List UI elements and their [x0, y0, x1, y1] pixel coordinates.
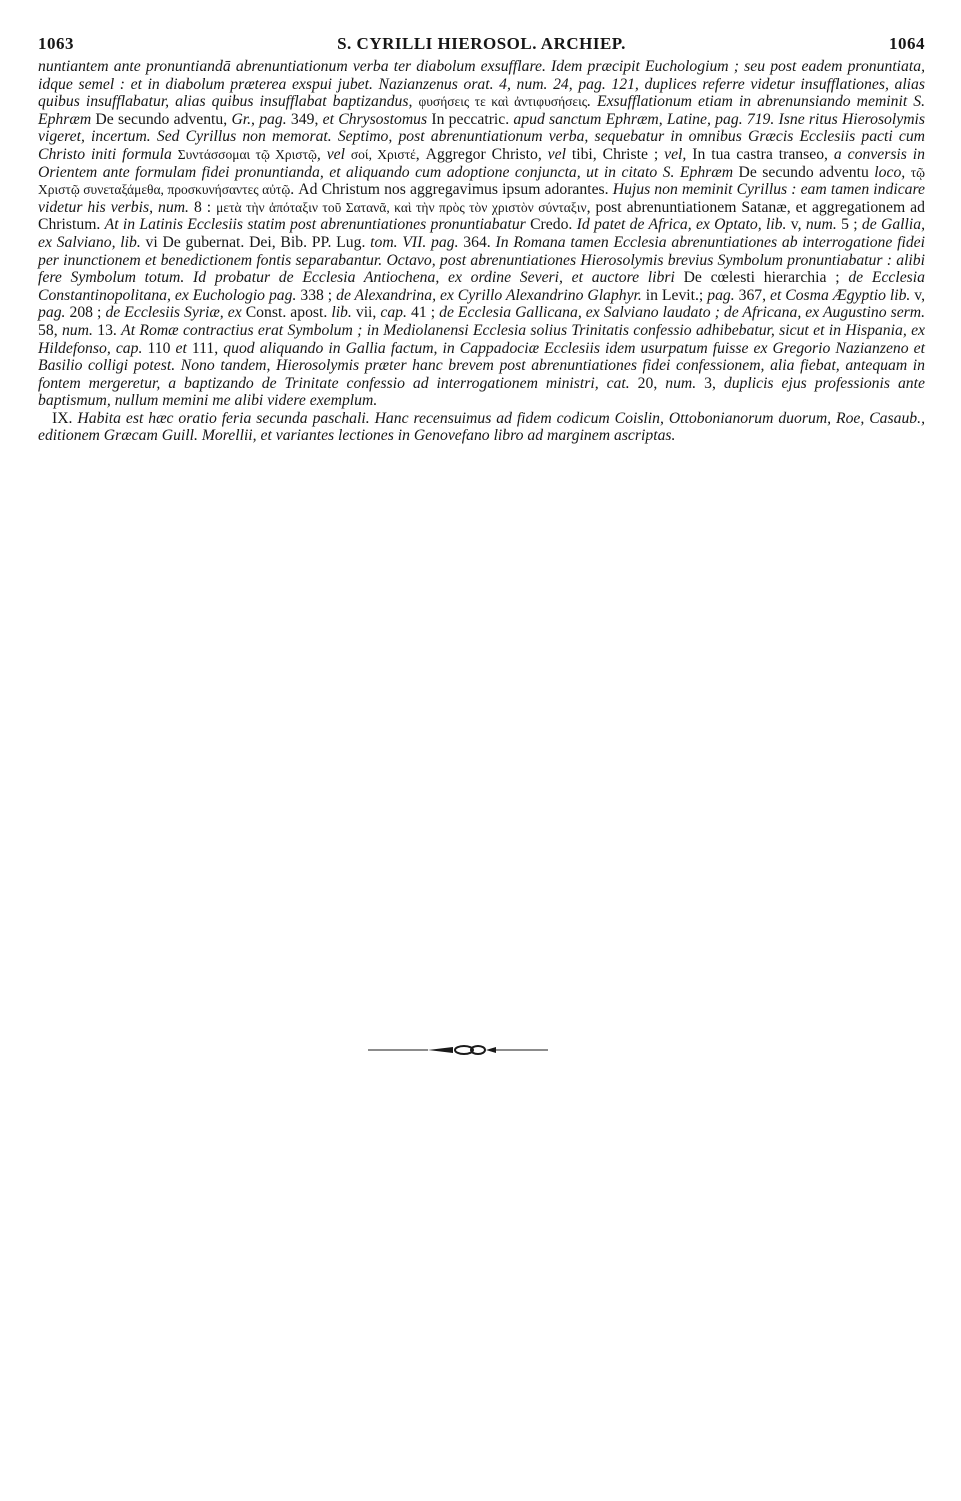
italic-text: lib. [331, 304, 356, 322]
italic-text: quod aliquando in Gallia factum, in Cappadociæ Ecclesiis idem usurpatum fuisse ex Gregorio Nazianzeno et Basilio colligi potest. Nono tandem, Hierosolymis præter hanc brevem post abrenuntiationes fidei confessionem, alia fiebat, antequam in fontem mergeretur, a baptizando de Trinitate confessio ad interrogationem ministri, cat. [38, 339, 926, 392]
italic-text: num. [805, 216, 842, 234]
italic-text: num. [61, 321, 98, 339]
roman-text: 208 ; [69, 304, 106, 322]
roman-text: 41 ; [410, 304, 440, 322]
italic-text: Hujus non meminit Cyrillus : eam tamen indicare videtur his verbis, num. [38, 181, 925, 216]
roman-text: Const. apost. [245, 304, 332, 322]
italic-text: et Cosma Ægyptio lib. [770, 286, 915, 304]
italic-text: Id patet de Africa, ex Optato, lib. [576, 216, 791, 234]
italic-text: de Ecclesia Gallicana, ex Salviano laudato ; de Africana, ex Augustino serm. [439, 304, 926, 322]
greek-text: τῷ Χριστῷ συνεταξάμεθα, προσκυνήσαντες αὐτῷ [38, 164, 926, 198]
roman-text: 5 ; [841, 216, 862, 234]
tailpiece-ornament [368, 1042, 548, 1058]
italic-text: a conversis in Orientem ante formulam fidei pronuntianda, et aliquando cum adoptione conjuncta, ut in citato S. Ephræm [38, 145, 925, 181]
italic-text: vel [547, 145, 572, 163]
body-text [38, 58, 925, 445]
italic-text: cap. [380, 304, 411, 322]
roman-text: 13. [97, 321, 122, 339]
roman-text: v, [790, 216, 806, 234]
roman-text: . Ad Christum nos aggregavimus ipsum adorantes. [290, 181, 613, 199]
roman-text: 349, [290, 110, 323, 128]
roman-text: De secundo adventu [738, 163, 875, 181]
running-head [38, 34, 925, 54]
roman-text: In peccatric. [431, 110, 514, 128]
italic-text: et Chrysostomus [322, 110, 432, 128]
italic-text: At Romæ contractius erat Symbolum ; in Mediolanensi Ecclesia solius Trinitatis confessio adhibebatur, sicut et in Hispania, ex Hildefonso, cap. [38, 321, 925, 357]
roman-text: 338 ; [300, 286, 337, 304]
roman-text: 58, [38, 321, 62, 339]
roman-text: 3, [704, 374, 724, 392]
greek-text: φυσήσεις τε καὶ ἀντιφυσήσεις [418, 94, 588, 110]
italic-text: At in Latinis Ecclesiis statim post abrenuntiationes pronuntiabatur [104, 216, 531, 234]
roman-text: 20, [637, 374, 666, 392]
roman-text: IX. [52, 409, 78, 427]
italic-text: num. [665, 374, 705, 392]
page-number-right: 1064 [888, 34, 925, 53]
italic-text: duplicis ejus professionis ante baptismum, nullum memini me alibi videre exemplum. [38, 374, 925, 410]
roman-text: vii, [355, 304, 381, 322]
italic-text: In Romana tamen Ecclesia abrenuntiationes ab interrogatione fidei per inunctionem et benedictionem fontis separabantur. Octavo, post abrenuntiationes Hierosolymis brevius Symbolum pronuntiabatur : alibi fere Symbolum totum. Id probatur de Ecclesia Antiochena, ex ordine Severi, et auctore libri [38, 233, 925, 287]
italic-text: pag. [38, 304, 70, 322]
roman-text: 111, [191, 339, 224, 357]
greek-text: μετὰ τὴν ἀπόταξιν τοῦ Σατανᾶ, καὶ τὴν πρὸς τὸν χριστὸν σύνταξιν [216, 199, 587, 215]
greek-text: σοί, Χριστέ [350, 146, 416, 162]
roman-text: in Levit.; [645, 286, 708, 304]
roman-text: tibi, Christe ; [571, 145, 665, 163]
italic-text: de Alexandrina, ex Cyrillo Alexandrino Glaphyr. [336, 286, 646, 304]
page-number-left: 1063 [38, 34, 74, 53]
roman-text: 110 [147, 339, 176, 357]
roman-text: Credo. [530, 216, 577, 234]
roman-text: , Aggregor Christo, [415, 145, 548, 163]
italic-text: loco, [874, 163, 911, 181]
italic-text: tom. VII. pag. [370, 233, 464, 251]
italic-text: apud sanctum Ephræm, Latine, pag. 719. Isne ritus Hierosolymis vigeret, incertum. Sed Cyrillus non memorat. Septimo, post abrenuntiationum verba, sequebatur in omnibus Græcis Ecclesiis pacti cum Christo initi formula [38, 110, 926, 163]
roman-text: De cœlesti hierarchia ; [683, 269, 849, 287]
italic-text: nuntiantem ante pronuntiandā abrenuntiationum verba ter diabolum exsufflare. Idem præcipit Euchologium ; seu post eadem pronuntiata, idque semel : et in diabolum præterea exspui jubet. Nazianzenus orat. 4, num. 24, pag. 121, duplices referre videtur insufflationes, alias quibus insufflabatur, alias quibus insufflabat baptizandus, [38, 58, 925, 111]
paragraph-ix [38, 410, 925, 445]
roman-text: v, [914, 286, 926, 304]
roman-text: De secundo adventu, [95, 110, 232, 128]
roman-text: In tua castra transeo, [692, 145, 834, 163]
italic-text: et [175, 339, 192, 357]
italic-text: , vel [316, 145, 351, 163]
roman-text: vi De gubernat. Dei, Bib. PP. Lug. [145, 233, 371, 251]
roman-text: 364. [463, 233, 496, 251]
italic-text: pag. [707, 286, 739, 304]
italic-text: de Gallia, ex Salviano, lib. [38, 216, 926, 251]
greek-text: Συντάσσομαι τῷ Χριστῷ [177, 146, 317, 162]
roman-text: 367, [738, 286, 770, 304]
italic-text: Habita est hæc oratio feria secunda paschali. Hanc recensuimus ad fidem codicum Coislin, Ottobonianorum duorum, Roe, Casaub., editionem Græcam Guill. Morellii, et variantes lectiones in Genovefano libro ad marginem ascriptas. [38, 409, 925, 445]
italic-text: Gr., pag. [231, 110, 291, 128]
italic-text: de Ecclesia Constantinopolitana, ex Euchologio pag. [38, 269, 925, 304]
italic-text: de Ecclesiis Syriæ, ex [105, 304, 246, 322]
paragraph-commentary [38, 58, 925, 410]
italic-text: vel, [664, 145, 693, 163]
roman-text: 8 : [193, 198, 217, 216]
running-title: S. CYRILLI HIEROSOL. ARCHIEP. [337, 34, 626, 53]
page [38, 34, 925, 445]
roman-text: , post abrenuntiationem Satanæ, et aggregationem ad Christum. [38, 198, 925, 234]
italic-text: . Exsufflationum etiam in abrenunsiando meminit S. Ephræm [38, 93, 925, 128]
